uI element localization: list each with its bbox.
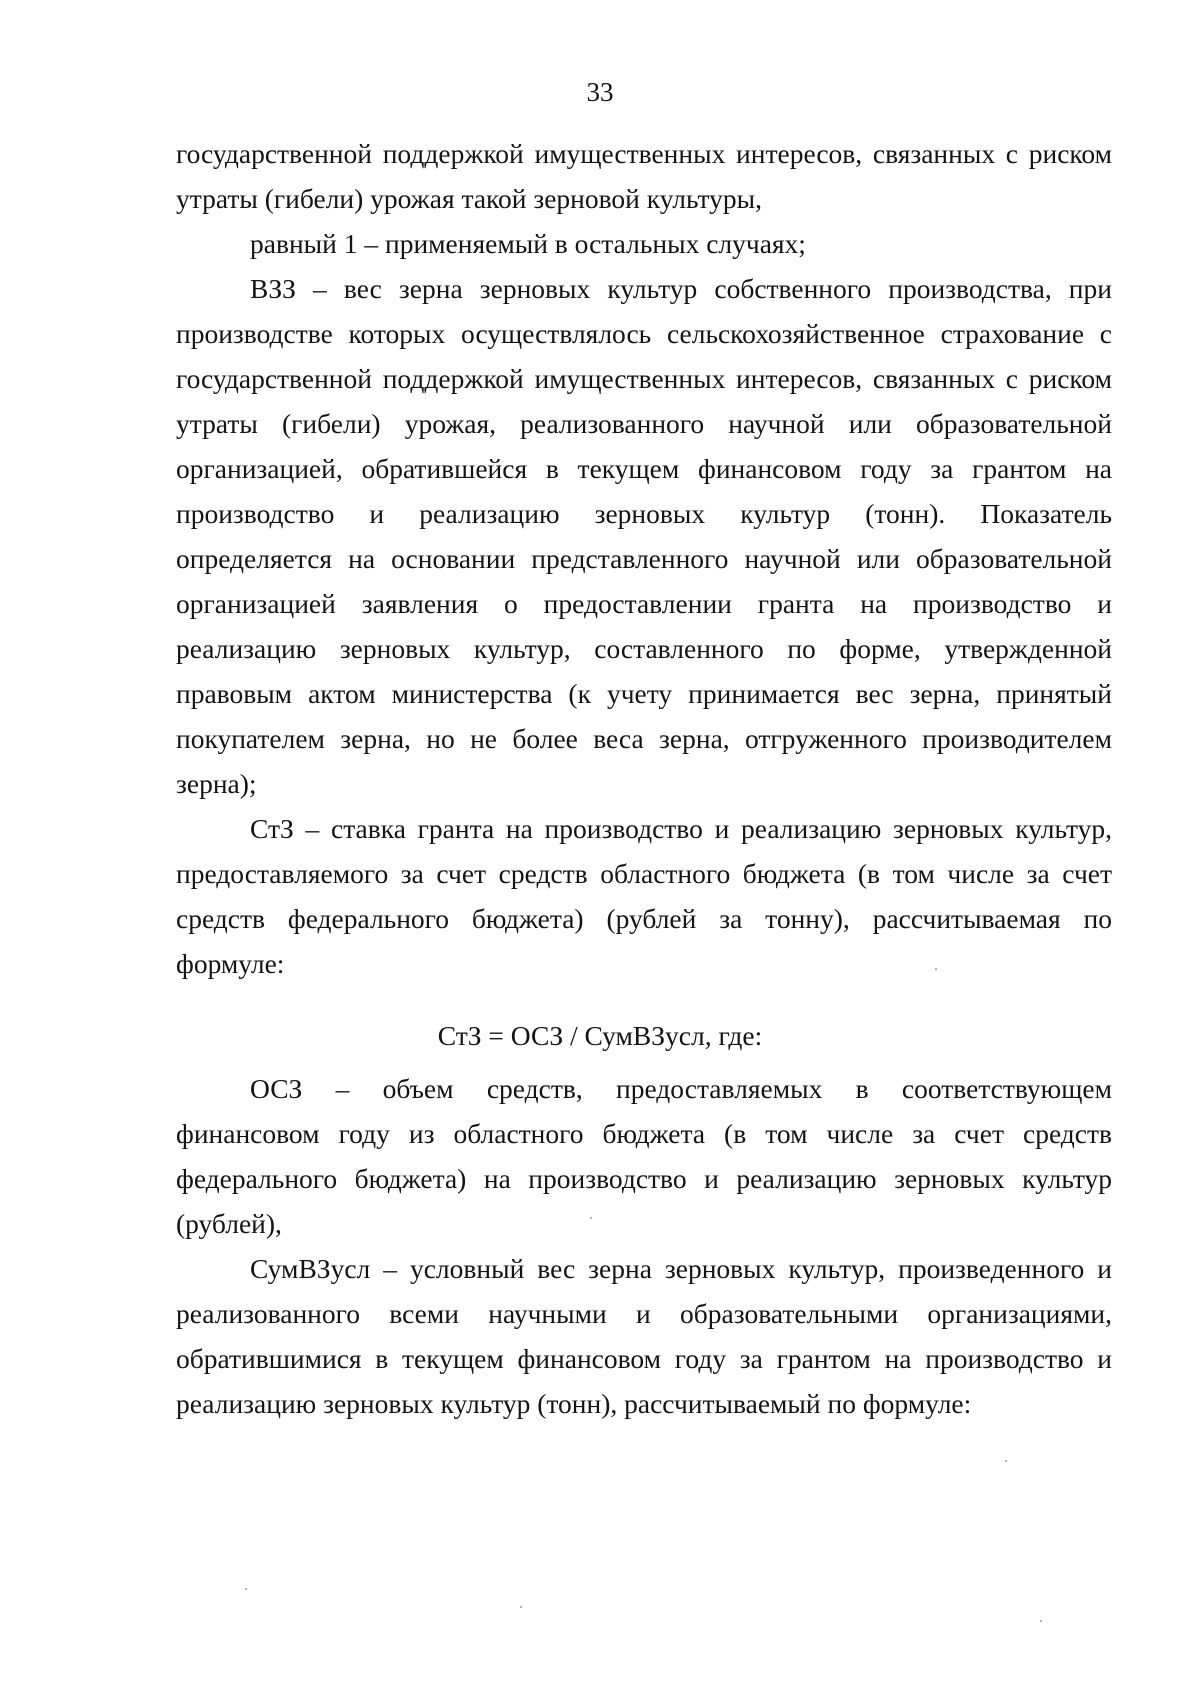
text-line: формуле:: [176, 948, 285, 979]
text-line: реализацию зерновых культур (тонн), рассчитываемый по формуле:: [176, 1388, 972, 1419]
text-line: (рублей),: [176, 1208, 282, 1239]
text-line: предоставляемого за счет средств областного бюджета (в том числе за счет: [176, 858, 1112, 889]
text-line: определяется на основании представленного научной или образовательной: [176, 543, 1112, 574]
formula: СтЗ = ОСЗ / СумВЗусл, где:: [437, 1020, 763, 1051]
text-line: средств федерального бюджета) (рублей за тонну), рассчитываемая по: [176, 903, 1112, 934]
text-line: СтЗ – ставка гранта на производство и реализацию зерновых культур,: [250, 813, 1112, 844]
text-line: утраты (гибели) урожая такой зерновой культуры,: [176, 183, 762, 214]
scan-speck: [1040, 1620, 1042, 1622]
text-line: обратившимися в текущем финансовом году за грантом на производство и: [176, 1343, 1112, 1374]
text-line: реализацию зерновых культур, составленного по форме, утвержденной: [176, 633, 1112, 664]
text-line: производстве которых осуществлялось сельскохозяйственное страхование с: [176, 318, 1112, 349]
scan-speck: [590, 1217, 592, 1219]
scan-speck: [935, 968, 937, 970]
text-line: организацией, обратившейся в текущем финансовом году за грантом на: [176, 453, 1112, 484]
text-line: равный 1 – применяемый в остальных случаях;: [250, 228, 806, 259]
text-line: государственной поддержкой имущественных интересов, связанных с риском: [176, 363, 1112, 394]
text-line: государственной поддержкой имущественных интересов, связанных с риском: [176, 138, 1112, 169]
text-line: производство и реализацию зерновых культур (тонн). Показатель: [176, 498, 1112, 529]
text-line: СумВЗусл – условный вес зерна зерновых культур, произведенного и: [250, 1253, 1112, 1284]
scan-speck: [245, 1588, 247, 1590]
text-line: финансовом году из областного бюджета (в том числе за счет средств: [176, 1118, 1112, 1149]
text-line: ОСЗ – объем средств, предоставляемых в соответствующем: [250, 1073, 1112, 1104]
text-line: ВЗЗ – вес зерна зерновых культур собственного производства, при: [250, 273, 1112, 304]
text-line: федерального бюджета) на производство и реализацию зерновых культур: [176, 1163, 1112, 1194]
page-number: 33: [586, 77, 614, 107]
text-line: зерна);: [176, 768, 257, 799]
text-line: утраты (гибели) урожая, реализованного научной или образовательной: [176, 408, 1112, 439]
scan-speck: [520, 1606, 522, 1608]
text-line: организацией заявления о предоставлении гранта на производство и: [176, 588, 1112, 619]
text-line: реализованного всеми научными и образовательными организациями,: [176, 1298, 1112, 1329]
text-line: правовым актом министерства (к учету принимается вес зерна, принятый: [176, 678, 1112, 709]
scan-speck: [1005, 1460, 1007, 1462]
text-line: покупателем зерна, но не более веса зерна, отгруженного производителем: [176, 723, 1112, 754]
